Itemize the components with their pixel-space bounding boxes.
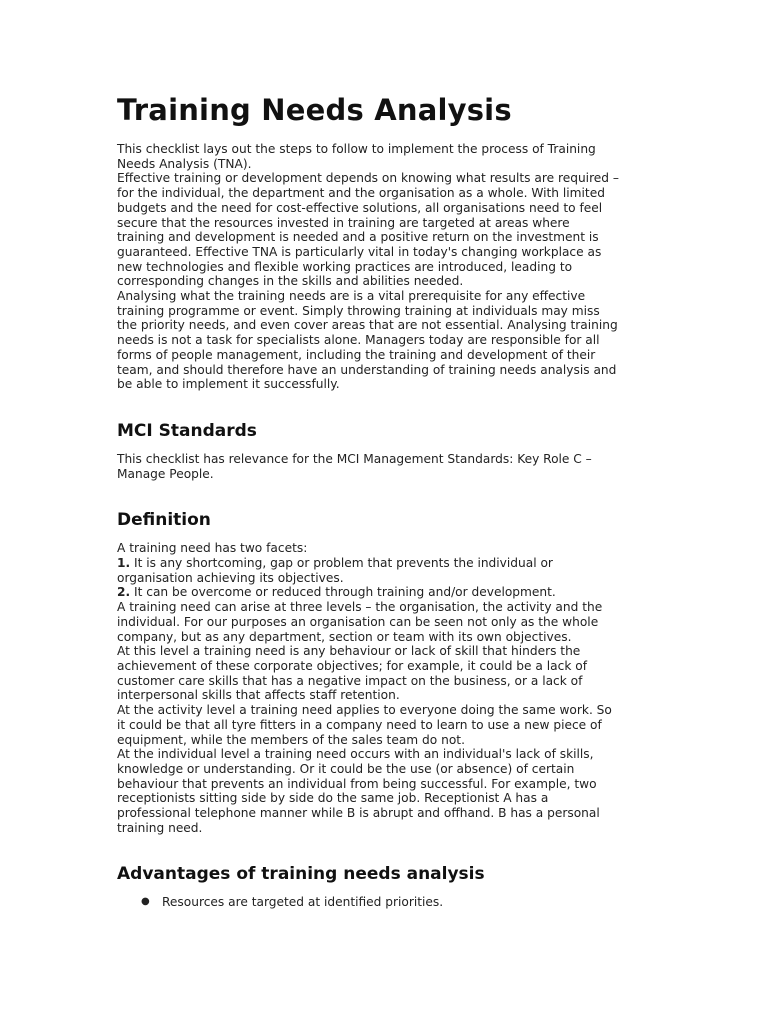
definition-line: At this level a training need is any behaviour or lack of skill that hinders the bbox=[117, 644, 581, 659]
definition-section bbox=[117, 509, 657, 835]
definition-line: it could be that all tyre fitters in a company need to learn to use a new piece of bbox=[117, 717, 602, 732]
item-text: It is any shortcoming, gap or problem that prevents the individual or bbox=[130, 556, 553, 571]
intro-line: budgets and the need for cost-effective solutions, all organisations need to feel bbox=[117, 200, 603, 215]
mci-line: Manage People. bbox=[117, 466, 214, 481]
item-text: It can be overcome or reduced through training and/or development. bbox=[130, 585, 556, 600]
definition-line: At the activity level a training need applies to everyone doing the same work. So bbox=[117, 703, 612, 718]
intro-line: be able to implement it successfully. bbox=[117, 377, 340, 392]
document-page bbox=[117, 88, 657, 910]
intro-line: guaranteed. Effective TNA is particularly vital in today's changing workplace as bbox=[117, 244, 602, 259]
definition-line: behaviour that prevents an individual from being successful. For example, two bbox=[117, 776, 597, 791]
intro-line: new technologies and flexible working practices are introduced, leading to bbox=[117, 259, 573, 274]
definition-line: knowledge or understanding. Or it could be the use (or absence) of certain bbox=[117, 761, 575, 776]
intro-line: Analysing what the training needs are is a vital prerequisite for any effective bbox=[117, 289, 586, 304]
section-heading-advantages: Advantages of training needs analysis bbox=[117, 864, 485, 885]
definition-line: interpersonal skills that affects staff retention. bbox=[117, 688, 400, 703]
definition-line: customer care skills that has a negative impact on the business, or a lack of bbox=[117, 673, 583, 688]
intro-line: training and development is needed and a positive return on the investment is bbox=[117, 230, 599, 245]
list-item-text: Resources are targeted at identified priorities. bbox=[162, 895, 444, 910]
intro-line: This checklist lays out the steps to follow to implement the process of Training bbox=[117, 142, 596, 156]
definition-line: At the individual level a training need occurs with an individual's lack of skills, bbox=[117, 747, 594, 762]
intro-line: forms of people management, including the training and development of their bbox=[117, 347, 596, 362]
definition-line: professional telephone manner while B is abrupt and offhand. B has a personal bbox=[117, 806, 600, 821]
intro-line: the priority needs, and even cover areas that are not essential. Analysing training bbox=[117, 318, 618, 333]
advantages-section bbox=[117, 863, 657, 910]
intro-line: Effective training or development depends on knowing what results are required – bbox=[117, 171, 620, 186]
intro-line: Needs Analysis (TNA). bbox=[117, 156, 252, 171]
section-heading-definition: Definition bbox=[117, 510, 211, 531]
definition-line: achievement of these corporate objectives; for example, it could be a lack of bbox=[117, 658, 587, 673]
intro-line: team, and should therefore have an understanding of training needs analysis and bbox=[117, 362, 617, 377]
intro-section bbox=[117, 142, 657, 392]
definition-item-2 bbox=[117, 585, 657, 600]
intro-line: for the individual, the department and the organisation as a whole. With limited bbox=[117, 186, 605, 201]
definition-line: equipment, while the members of the sales team do not. bbox=[117, 732, 465, 747]
intro-line: corresponding changes in the skills and abilities needed. bbox=[117, 274, 464, 289]
definition-line: A training need can arise at three levels – the organisation, the activity and the bbox=[117, 600, 603, 615]
intro-line: needs is not a task for specialists alone. Managers today are responsible for all bbox=[117, 333, 600, 348]
section-heading-mci-standards: MCI Standards bbox=[117, 420, 257, 441]
advantages-list bbox=[117, 895, 657, 910]
mci-line: This checklist has relevance for the MCI Management Standards: Key Role C – bbox=[117, 451, 592, 466]
page-title: Training Needs Analysis bbox=[117, 93, 512, 127]
bullet-icon: ● bbox=[141, 896, 150, 908]
definition-line: receptionists sitting side by side do the same job. Receptionist A has a bbox=[117, 791, 549, 806]
item-number: 2. bbox=[117, 585, 131, 600]
intro-line: secure that the resources invested in training are targeted at areas where bbox=[117, 215, 570, 230]
definition-line: individual. For our purposes an organisation can be seen not only as the whole bbox=[117, 614, 599, 629]
definition-intro-line: A training need has two facets: bbox=[117, 541, 308, 556]
definition-line: company, but as any department, section or team with its own objectives. bbox=[117, 629, 572, 644]
definition-line: training need. bbox=[117, 820, 203, 835]
item-number: 1. bbox=[117, 556, 131, 571]
definition-item-1 bbox=[117, 556, 657, 571]
list-item bbox=[117, 895, 657, 910]
intro-line: training programme or event. Simply throwing training at individuals may miss bbox=[117, 303, 600, 318]
definition-item-1-continued: organisation achieving its objectives. bbox=[117, 570, 344, 585]
mci-standards-section bbox=[117, 420, 657, 481]
